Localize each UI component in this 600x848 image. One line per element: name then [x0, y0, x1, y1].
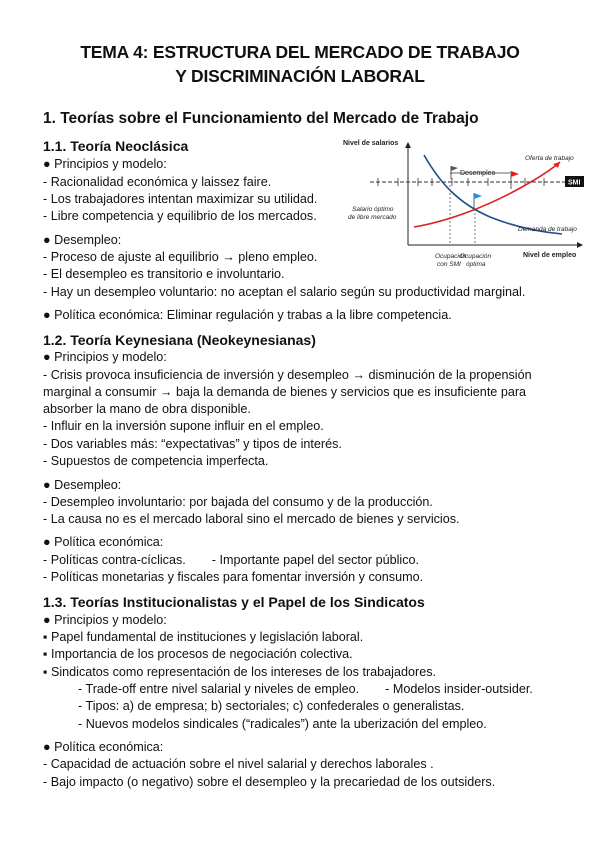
unemployment-label: Desempleo	[460, 170, 496, 177]
flag-icon	[511, 171, 519, 189]
keynesiana-line: absorber la mano de obra disponible.	[43, 402, 251, 416]
institucionalistas-line: - Bajo impacto (o negativo) sobre el desempleo y la precariedad de los outsiders.	[43, 775, 496, 789]
institucionalistas-line: ▪ Sindicatos como representación de los intereses de los trabajadores.	[43, 665, 436, 679]
optimal-occupation-label: Ocupación	[460, 253, 492, 260]
neoclasica-heading: 1.1. Teoría Neoclásica	[43, 138, 189, 154]
neoclasica-line: - Racionalidad económica y laissez faire.	[43, 175, 272, 189]
neoclasica-line: - El desempleo es transitorio e involuntario.	[43, 267, 285, 281]
institucionalistas-line: ● Política económica:	[43, 740, 164, 754]
institucionalistas-line: ▪ Papel fundamental de instituciones y legislación laboral.	[43, 630, 364, 644]
document-title-line1: TEMA 4: ESTRUCTURA DEL MERCADO DE TRABAJO	[80, 42, 520, 62]
keynesiana-line: - Desempleo involuntario: por bajada del consumo y de la producción.	[43, 495, 433, 509]
keynesiana-line: ● Desempleo:	[43, 478, 122, 492]
keynesiana-line: marginal a consumir → baja la demanda de bienes y servicios que es insuficiente para	[43, 385, 527, 399]
smi-occupation-label: con SMI	[437, 261, 461, 268]
keynesiana-line: - Políticas monetarias y fiscales para fomentar inversión y consumo.	[43, 570, 424, 584]
demand-curve	[424, 155, 562, 234]
keynesiana-line: - Dos variables más: “expectativas” y tipos de interés.	[43, 437, 342, 451]
x-axis-label: Nivel de empleo	[523, 252, 577, 259]
keynesiana-line: - Supuestos de competencia imperfecta.	[43, 454, 269, 468]
institucionalistas-line: ● Principios y modelo:	[43, 613, 167, 627]
document-title-line2: Y DISCRIMINACIÓN LABORAL	[175, 66, 425, 86]
keynesiana-line: - Influir en la inversión supone influir en el empleo.	[43, 419, 324, 433]
keynesiana-heading: 1.2. Teoría Keynesiana (Neokeynesianas)	[43, 332, 316, 348]
keynesiana-line: ● Política económica:	[43, 535, 164, 549]
keynesiana-line-pair	[43, 553, 419, 568]
institucionalistas-subitem: - Modelos insider-outsider.	[385, 682, 533, 696]
neoclasica-line: - Hay un desempleo voluntario: no aceptan el salario según su productividad marginal.	[43, 285, 526, 299]
institucionalistas-subitem: - Tipos: a) de empresa; b) sectoriales; c) confederales o generalistas.	[78, 699, 465, 713]
demand-label: Demanda de trabajo	[518, 226, 577, 233]
neoclasica-line: ● Principios y modelo:	[43, 157, 167, 171]
neoclasica-line: - Proceso de ajuste al equilibrio → pleno empleo.	[43, 250, 318, 264]
neoclasica-line: ● Política económica: Eliminar regulación y trabas a la libre competencia.	[43, 308, 452, 322]
section1-heading: 1. Teorías sobre el Funcionamiento del Mercado de Trabajo	[43, 110, 479, 127]
optimal-wage-label: de libre mercado	[348, 214, 397, 221]
institucionalistas-line: ▪ Importancia de los procesos de negociación colectiva.	[43, 647, 353, 661]
optimal-wage-label: Salario óptimo	[352, 206, 394, 213]
smi-occupation-label: Ocupación	[435, 253, 467, 260]
smi-label: SMI	[568, 179, 581, 187]
institucionalistas-heading: 1.3. Teorías Institucionalistas y el Papel de los Sindicatos	[43, 594, 425, 610]
institucionalistas-subitem: - Trade-off entre nivel salarial y niveles de empleo.	[78, 682, 360, 696]
keynesiana-policy-2: - Importante papel del sector público.	[211, 553, 419, 567]
keynesiana-line: ● Principios y modelo:	[43, 350, 167, 364]
institucionalistas-line-pair	[78, 682, 533, 697]
keynesiana-line: - La causa no es el mercado laboral sino el mercado de bienes y servicios.	[43, 512, 460, 526]
institucionalistas-line: - Capacidad de actuación sobre el nivel salarial y derechos laborales .	[43, 757, 434, 771]
flag-icon	[451, 166, 458, 179]
neoclasica-line: - Libre competencia y equilibrio de los mercados.	[43, 209, 317, 223]
labor-market-diagram	[340, 133, 590, 273]
supply-label: Oferta de trabajo	[525, 155, 574, 162]
institucionalistas-subitem: - Nuevos modelos sindicales (“radicales”) ante la uberización del empleo.	[78, 717, 487, 731]
keynesiana-policy-1: - Políticas contra-cíclicas.	[43, 553, 186, 567]
keynesiana-line: - Crisis provoca insuficiencia de inversión y desempleo → disminución de la propensión	[43, 368, 532, 382]
neoclasica-line: - Los trabajadores intentan maximizar su utilidad.	[43, 192, 318, 206]
optimal-occupation-label: óptima	[466, 261, 486, 268]
y-axis-label: Nivel de salarios	[343, 140, 399, 147]
neoclasica-line: ● Desempleo:	[43, 233, 122, 247]
